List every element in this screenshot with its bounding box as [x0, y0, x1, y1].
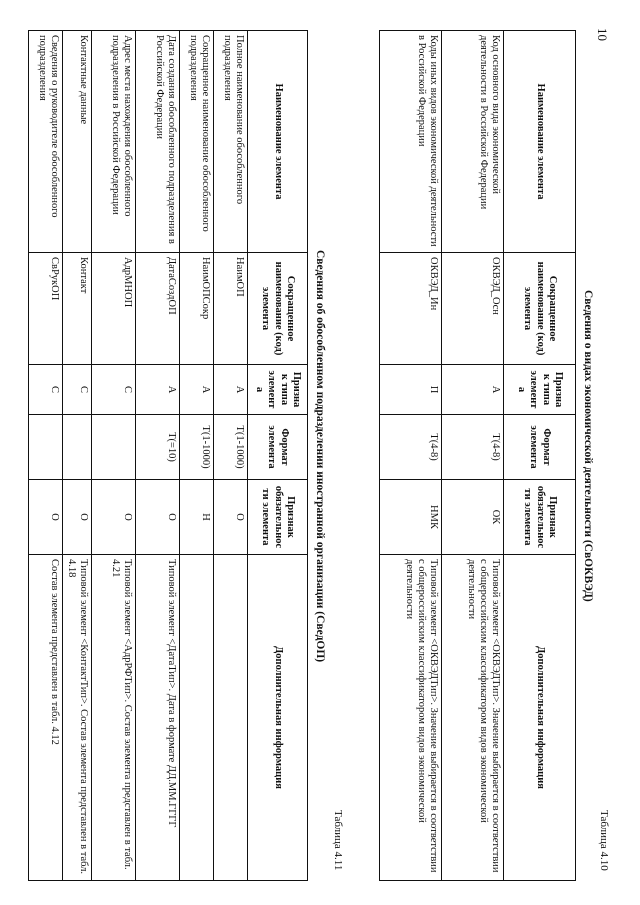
- table-cell: АдрМНОП: [92, 253, 136, 365]
- table-cell: О: [28, 480, 62, 555]
- table-cell: СвРукОП: [28, 253, 62, 365]
- table-cell: Типовой элемент <АдрРФТип>. Состав элемента представлен в табл. 4.21: [92, 555, 136, 881]
- table-row: [136, 31, 180, 881]
- table-row: [92, 31, 136, 881]
- table-cell: ОК: [442, 480, 504, 555]
- header-cell: Признак обязательности элемента: [248, 480, 308, 555]
- header-cell: Наименование элемента: [248, 31, 308, 253]
- table-row: [180, 31, 214, 881]
- table-header-row: [248, 31, 308, 881]
- header-cell: Наименование элемента: [504, 31, 576, 253]
- table-cell: ОКВЭД_Ин: [380, 253, 442, 365]
- table-cell: [92, 415, 136, 480]
- table-cell: А: [442, 365, 504, 415]
- header-cell: Признак обязательности элемента: [504, 480, 576, 555]
- table-header-row: [504, 31, 576, 881]
- table-cell: Сведения о руководителе обособленного подразделения: [28, 31, 62, 253]
- table-4-10: [379, 30, 576, 881]
- table-row: [28, 31, 62, 881]
- table-cell: [214, 555, 248, 881]
- header-cell: Признак типа элемента: [504, 365, 576, 415]
- table-cell: А: [180, 365, 214, 415]
- table-cell: С: [62, 365, 91, 415]
- table-cell: НМК: [380, 480, 442, 555]
- table-cell: [28, 415, 62, 480]
- header-cell: Сокращенное наименование (код) элемента: [248, 253, 308, 365]
- table-cell: О: [62, 480, 91, 555]
- header-cell: Формат элемента: [248, 415, 308, 480]
- table-cell: Адрес места нахождения обособленного подразделения в Российской Федерации: [92, 31, 136, 253]
- rotated-page-content: [22, 10, 622, 890]
- table-cell: Н: [180, 480, 214, 555]
- header-cell: Дополнительная информация: [248, 555, 308, 881]
- table-cell: С: [28, 365, 62, 415]
- table-cell: Типовой элемент <ОКВЭДТип>. Значение выбирается в соответствии с общероссийским классификатором видов экономической деятельности: [380, 555, 442, 881]
- table-cell: T(1-1000): [214, 415, 248, 480]
- header-cell: Сокращенное наименование (код) элемента: [504, 253, 576, 365]
- table-row: [214, 31, 248, 881]
- table-cell: T(1-1000): [180, 415, 214, 480]
- table-cell: Полное наименование обособленного подразделения: [214, 31, 248, 253]
- table-cell: Типовой элемент <ОКВЭДТип>. Значение выбирается в соответствии с общероссийским классификатором видов экономической деятельности: [442, 555, 504, 881]
- table-4-10-title: Сведения о видах экономической деятельности (СвОКВЭД): [582, 290, 594, 602]
- table-row: [380, 31, 442, 881]
- page-number: 10: [595, 28, 610, 41]
- header-cell: Признак типа элемента: [248, 365, 308, 415]
- table-4-11: [28, 30, 308, 881]
- table-cell: Контакт: [62, 253, 91, 365]
- table-cell: Сокращенное наименование обособленного подразделения: [180, 31, 214, 253]
- table-cell: T(=10): [136, 415, 180, 480]
- table-cell: О: [136, 480, 180, 555]
- table-cell: Дата создания обособленного подразделения в Российской Федерации: [136, 31, 180, 253]
- header-cell: Дополнительная информация: [504, 555, 576, 881]
- table-cell: НаимОП: [214, 253, 248, 365]
- table-cell: Состав элемента представлен в табл. 4.12: [28, 555, 62, 881]
- table-cell: О: [92, 480, 136, 555]
- table-4-11-title: Сведения об обособленном подразделении иностранной организации (СведОП): [314, 250, 326, 663]
- table-cell: T(4-8): [442, 415, 504, 480]
- table-4-10-label: Таблица 4.10: [598, 810, 610, 871]
- header-cell: Формат элемента: [504, 415, 576, 480]
- table-cell: О: [214, 480, 248, 555]
- table-cell: ОКВЭД_Осн: [442, 253, 504, 365]
- table-cell: T(4-8): [380, 415, 442, 480]
- table-row: [62, 31, 91, 881]
- table-cell: А: [214, 365, 248, 415]
- table-cell: Контактные данные: [62, 31, 91, 253]
- table-cell: Типовой элемент <ДатаТип>. Дата в формате ДД.ММ.ГГГГ: [136, 555, 180, 881]
- table-row: [442, 31, 504, 881]
- table-cell: А: [136, 365, 180, 415]
- table-cell: [180, 555, 214, 881]
- table-cell: НаимОПСокр: [180, 253, 214, 365]
- table-cell: Типовой элемент <КонтактТип>. Состав элемента представлен в табл. 4.18: [62, 555, 91, 881]
- table-cell: [62, 415, 91, 480]
- table-cell: Код основного вида экономической деятельности в Российской Федерации: [442, 31, 504, 253]
- table-4-11-label: Таблица 4.11: [332, 810, 344, 871]
- table-cell: Коды иных видов экономической деятельности в Российской Федерации: [380, 31, 442, 253]
- table-cell: П: [380, 365, 442, 415]
- table-cell: С: [92, 365, 136, 415]
- table-cell: ДатаСоздОП: [136, 253, 180, 365]
